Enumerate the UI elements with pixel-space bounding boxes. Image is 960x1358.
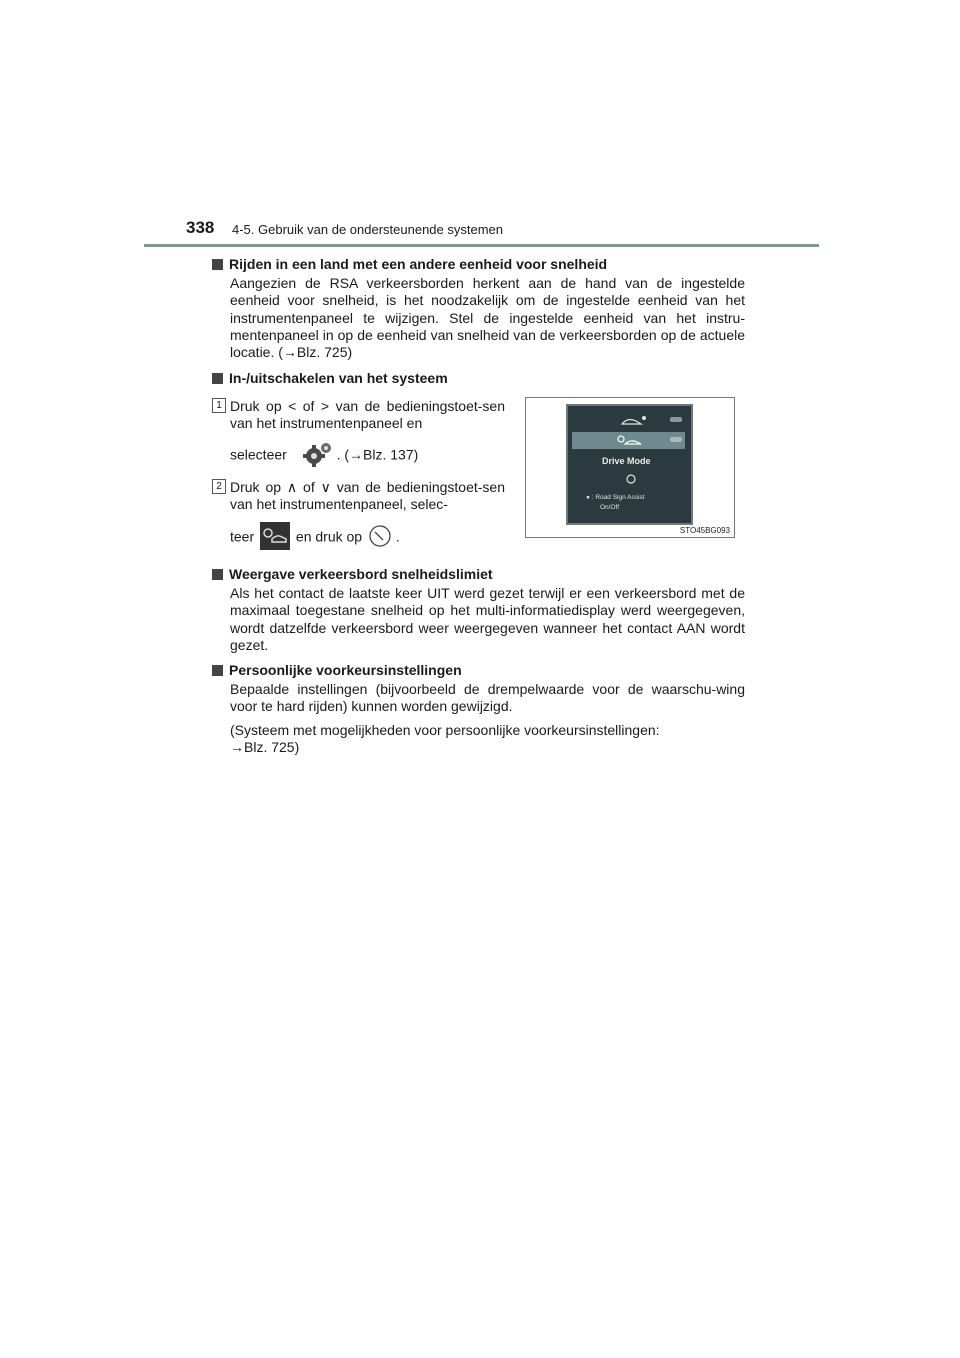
step-number: 2 bbox=[212, 479, 226, 494]
section-body: →Blz. 725) bbox=[230, 739, 300, 755]
confirm-button-icon bbox=[368, 524, 392, 552]
settings-gear-icon bbox=[301, 441, 333, 471]
step-text: teer bbox=[230, 528, 255, 545]
option-text: ● : Road Sign Assist bbox=[586, 494, 645, 501]
bullet-square-icon bbox=[212, 665, 223, 676]
section-heading bbox=[212, 256, 607, 272]
step-text: . (→Blz. 137) bbox=[336, 446, 419, 463]
header-rule bbox=[144, 244, 819, 247]
bullet-square-icon bbox=[212, 373, 223, 384]
page-number: 338 bbox=[186, 218, 215, 237]
step-text: Druk op < of > van de bedieningstoet-sen van het instrumentenpaneel en bbox=[230, 398, 505, 431]
multi-info-display bbox=[566, 404, 693, 525]
chapter-title: 4-5. Gebruik van de ondersteunende systemen bbox=[232, 222, 504, 237]
option-text: On/Off bbox=[600, 504, 620, 511]
display-figure bbox=[525, 397, 735, 538]
figure-code: STO45BG093 bbox=[679, 526, 730, 535]
section-body: Bepaalde instellingen (bijvoorbeeld de drempelwaarde voor de waarschu-wing voor te hard rijden) kunnen worden gewijzigd. bbox=[230, 681, 745, 715]
section-title: In-/uitschakelen van het systeem bbox=[229, 370, 448, 386]
step-2-line bbox=[230, 522, 505, 554]
menu-row bbox=[572, 412, 685, 429]
section-body: Aangezien de RSA verkeersborden herkent aan de hand van de ingestelde eenheid voor snelheid, is het noodzakelijk om de ingestelde eenheid van het instrumentenpaneel te wijzigen. Stel de ingestelde eenheid van het instru-mentenpaneel in op de eenheid van snelheid van de verkeersborden op de actuele locatie. (→Blz. 725) bbox=[230, 275, 745, 361]
step-text: . bbox=[395, 528, 400, 545]
menu-item-drive-mode: Drive Mode bbox=[602, 456, 651, 466]
bullet-square-icon bbox=[212, 569, 223, 580]
road-sign-assist-icon bbox=[572, 432, 685, 449]
section-title: Weergave verkeersbord snelheidslimiet bbox=[229, 566, 493, 582]
section-body: (Systeem met mogelijkheden voor persoonlijke voorkeursinstellingen: bbox=[230, 722, 660, 738]
section-title: Rijden in een land met een andere eenheid voor snelheid bbox=[229, 256, 608, 272]
step-text: Druk op ∧ of ∨ van de bedieningstoet-sen van het instrumentenpaneel, selec- bbox=[230, 479, 505, 512]
section-heading bbox=[212, 662, 462, 678]
step-2-text bbox=[230, 479, 505, 513]
section-heading bbox=[212, 370, 448, 386]
step-1-line bbox=[230, 441, 505, 471]
step-number: 1 bbox=[212, 398, 226, 413]
section-heading bbox=[212, 566, 493, 582]
step-1-text bbox=[230, 398, 505, 432]
section-title: Persoonlijke voorkeursinstellingen bbox=[229, 662, 462, 678]
bullet-square-icon bbox=[212, 259, 223, 270]
menu-row-selected bbox=[572, 432, 685, 449]
section-body: Als het contact de laatste keer UIT werd gezet terwijl er een verkeersbord met de maximaal toegestane snelheid op het multi-informatiedisplay werd weergegeven, wordt datzelfde verkeersbord weer weergegeven wanneer het contact AAN wordt gezet. bbox=[230, 585, 745, 653]
step-text: selecteer bbox=[230, 446, 287, 463]
road-sign-assist-icon bbox=[260, 522, 290, 554]
vehicle-info-icon bbox=[572, 412, 685, 429]
eco-icon bbox=[624, 473, 638, 485]
step-text: en druk op bbox=[295, 528, 363, 545]
